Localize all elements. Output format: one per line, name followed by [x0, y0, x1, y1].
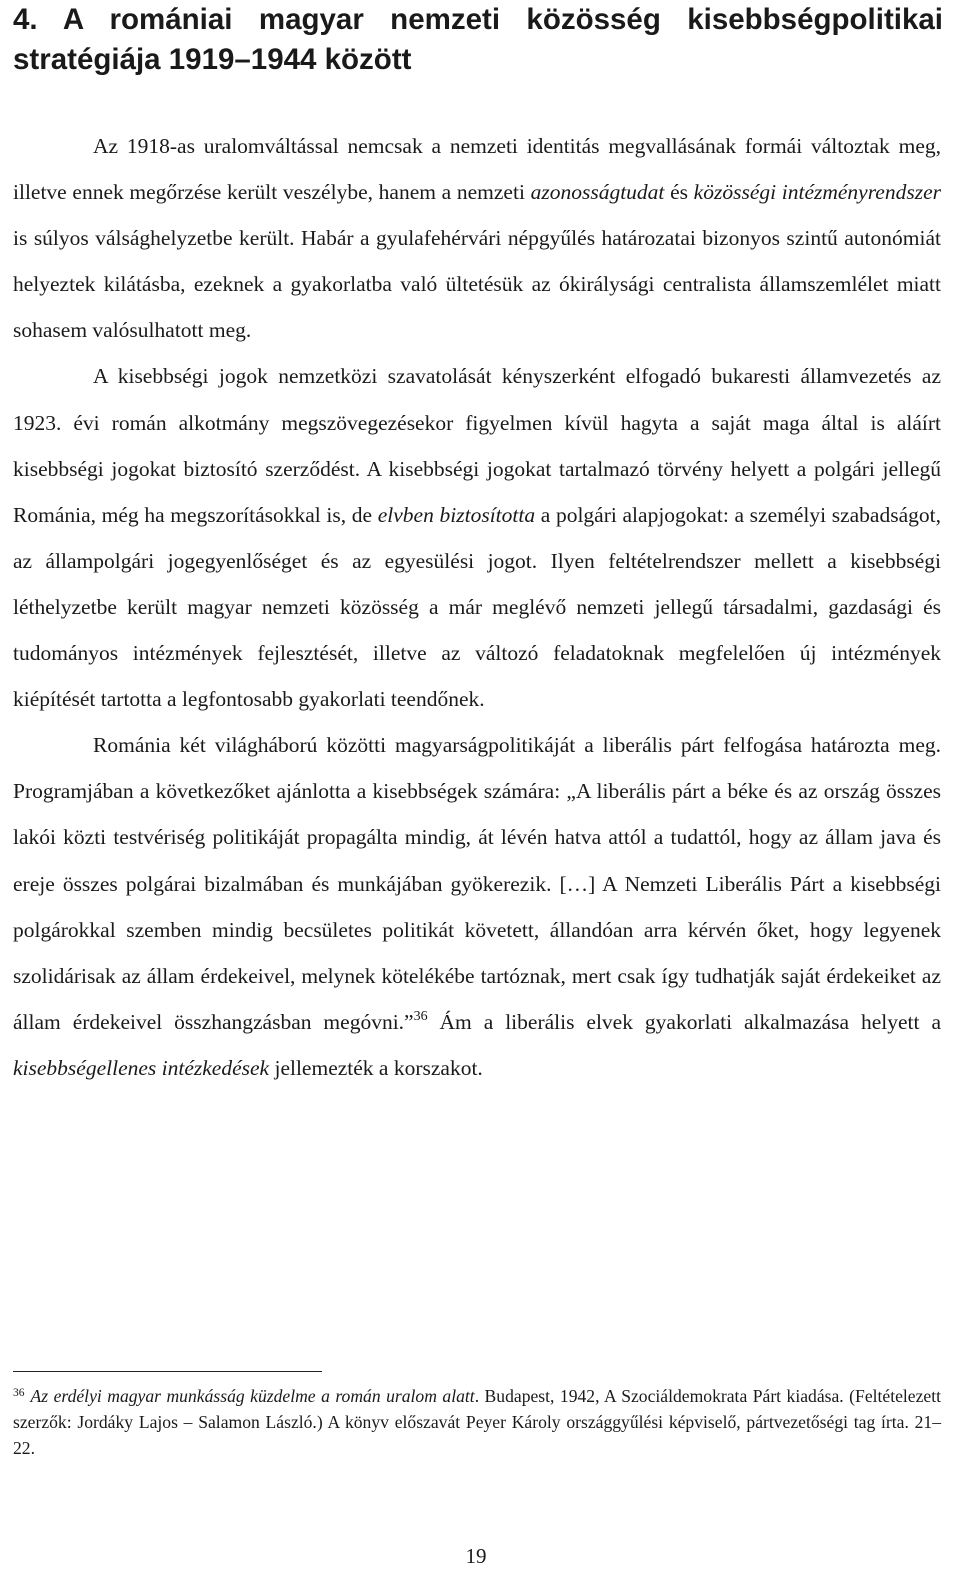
footnote-text: . Budapest, 1942, A Szociáldemokrata Párt kiadása. (Feltételezett szerzők: Jordáky Lajos – Salamon László.) A könyv előszavát Peyer Károly országgyűlési képviselő, pártvezetőségi tag írta. 21–22. — [13, 1386, 941, 1458]
footnote-book-title: Az erdélyi magyar munkásság küzdelme a román uralom alatt — [30, 1386, 475, 1406]
paragraph-2-text-b: a polgári alapjogokat: a személyi szabadságot, az állampolgári jogegyenlőséget és az egyesülési jogot. Ilyen feltételrendszer mellett a kisebbségi léthelyzetbe került magyar nemzeti közösség a már meglévő nemzeti jellegű társadalmi, gazdasági és tudományos intézmények fejlesztését, illetve az változó feladatoknak megfelelően új intézmények kiépítését tartotta a legfontosabb gyakorlati teendőnek. — [13, 502, 941, 712]
paragraph-1-text-a: Az 1918-as uralomváltással nemcsak a nemzeti identitás megvallásának formái változtak meg, illetve ennek megőrzése került veszélybe, hanem a nemzeti — [13, 134, 941, 205]
paragraph-1-text-c: is súlyos válsághelyzetbe került. Habár a gyulafehérvári népgyűlés határozatai bizonyos szintű autonómiát helyeztek kilátásba, ezeknek a gyakorlatba való ültetésük az ókirálysági centralista államszemlélet miatt sohasem valósulhatott meg. — [13, 226, 941, 343]
page-number: 19 — [465, 1544, 487, 1568]
paragraph-2-italic-a: elvben biztosította — [377, 502, 536, 527]
body-text — [13, 123, 941, 1091]
paragraph-3-italic-a: kisebbségellenes intézkedések — [13, 1055, 270, 1080]
chapter-number: 4. — [13, 3, 38, 36]
chapter-title: A romániai magyar nemzeti közösség kisebbségpolitikai stratégiája 1919–1944 között — [13, 3, 943, 76]
footnote-separator — [13, 1371, 322, 1372]
paragraph-2 — [13, 353, 941, 722]
paragraph-1 — [13, 123, 941, 353]
paragraph-3-text-b: Ám a liberális elvek gyakorlati alkalmazása helyett a — [427, 1009, 941, 1034]
paragraph-2-text-a: A kisebbségi jogok nemzetközi szavatolását kényszerként elfogadó bukaresti államvezetés az 1923. évi román alkotmány megszövegezésekor figyelmen kívül hagyta a saját maga által is aláírt kisebbségi jogokat biztosító szerződést. A kisebbségi jogokat tartalmazó törvény helyett a polgári jellegű Románia, még ha megszorításokkal is, de — [13, 364, 941, 527]
paragraph-3-text-a: Románia két világháború közötti magyarságpolitikáját a liberális párt felfogása határozta meg. Programjában a következőket ajánlotta a kisebbségek számára: „A liberális párt a béke és az ország összes lakói közti testvériség politikáját propagálta mindig, át lévén hatva attól a tudattól, hogy az állam java és ereje összes polgárai bizalmában és munkájában gyökerezik. […] A Nemzeti Liberális Párt a kisebbségi polgárokkal szemben mindig becsületes politikát követett, állandóan arra kérvén őket, hogy legyenek szolidárisak az állam érdekeivel, melynek kötelékébe tartóznak, mert csak így tudhatják saját érdekeiket az állam érdekeivel összhangzásban megóvni.” — [13, 733, 941, 1034]
footnote — [13, 1384, 941, 1461]
paragraph-3-text-c: jellemezték a korszakot. — [269, 1055, 483, 1080]
footnote-reference[interactable]: 36 — [413, 1008, 428, 1024]
paragraph-1-italic-a: azonosságtudat — [530, 180, 665, 205]
paragraph-1-italic-b: közösségi intézményrendszer — [693, 180, 941, 205]
paragraph-3 — [13, 722, 941, 1091]
paragraph-1-text-b: és — [664, 180, 694, 205]
chapter-heading — [13, 0, 943, 80]
footnote-mark: 36 — [13, 1387, 25, 1399]
